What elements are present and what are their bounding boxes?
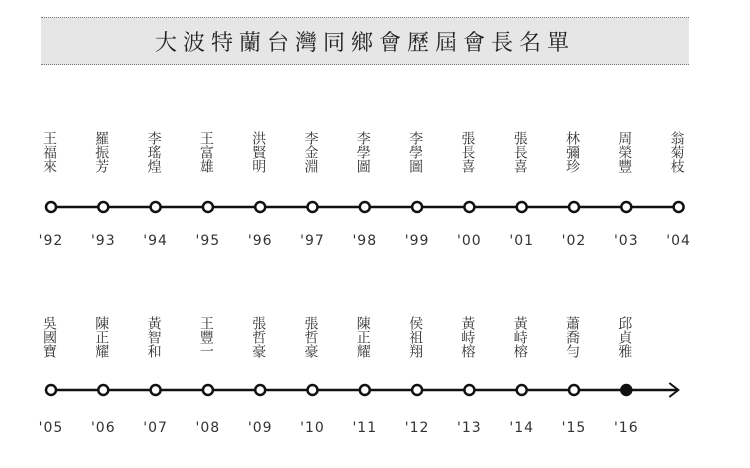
president-name: 李學圖 [407, 131, 424, 173]
timeline-node [151, 385, 161, 395]
term-year: '04 [666, 233, 691, 249]
president-name: 吳國寶 [41, 316, 57, 358]
timeline-node [360, 385, 370, 395]
president-name: 李瑤煌 [145, 131, 162, 173]
term-year: '95 [195, 233, 221, 249]
president-name: 邱貞雅 [616, 316, 633, 358]
president-name: 黃峙榕 [459, 316, 476, 358]
president-name: 張哲豪 [302, 316, 319, 358]
timeline-node [569, 385, 579, 395]
term-year: '00 [457, 233, 482, 249]
president-name: 黃峙榕 [511, 316, 528, 358]
president-name: 王豐一 [197, 316, 214, 358]
term-year: '12 [404, 420, 430, 436]
timeline-node-current [621, 385, 631, 395]
term-year: '16 [613, 420, 639, 436]
timeline-node [517, 385, 527, 395]
timeline-node [203, 385, 213, 395]
president-name: 王富雄 [197, 131, 214, 173]
term-year: '93 [90, 233, 116, 249]
timeline-node [464, 385, 474, 395]
timeline-node [308, 385, 318, 395]
president-name: 羅振芳 [93, 131, 110, 173]
term-year: '99 [404, 233, 430, 249]
term-year: '08 [195, 420, 221, 436]
term-year: '97 [300, 233, 325, 249]
timeline-node [255, 385, 265, 395]
president-name: 陳正耀 [354, 316, 371, 358]
term-year: '98 [352, 233, 378, 249]
term-year: '13 [457, 420, 482, 436]
term-year: '09 [247, 420, 273, 436]
president-name: 張長喜 [459, 131, 476, 173]
president-name: 張哲豪 [250, 316, 267, 358]
term-year: '10 [300, 420, 325, 436]
term-year: '01 [509, 233, 535, 249]
president-name: 洪賢明 [250, 131, 267, 173]
term-year: '11 [352, 420, 378, 436]
timeline-node [98, 385, 108, 395]
president-name: 林彌珍 [564, 131, 580, 173]
president-name: 侯祖翔 [407, 316, 424, 358]
timeline-node [46, 385, 56, 395]
president-name: 蕭喬勻 [564, 316, 580, 358]
term-year: '05 [38, 420, 64, 436]
president-name: 黃智和 [145, 316, 162, 358]
term-year: '07 [143, 420, 168, 436]
president-name: 翁菊枝 [668, 131, 685, 173]
term-year: '96 [247, 233, 273, 249]
term-year: '06 [90, 420, 116, 436]
term-year: '92 [38, 233, 64, 249]
term-year: '02 [561, 233, 587, 249]
president-name: 李學圖 [354, 131, 371, 173]
president-name: 李金淵 [302, 131, 319, 173]
term-year: '94 [143, 233, 168, 249]
page-title: 大波特蘭台灣同鄉會歷屆會長名單 [154, 30, 575, 56]
president-name: 張長喜 [511, 131, 528, 173]
president-name: 周榮豐 [616, 131, 633, 173]
president-name: 王福來 [41, 131, 57, 173]
president-name: 陳正耀 [93, 316, 110, 358]
timeline-node [412, 385, 422, 395]
term-year: '03 [613, 233, 639, 249]
term-year: '14 [509, 420, 535, 436]
term-year: '15 [561, 420, 587, 436]
